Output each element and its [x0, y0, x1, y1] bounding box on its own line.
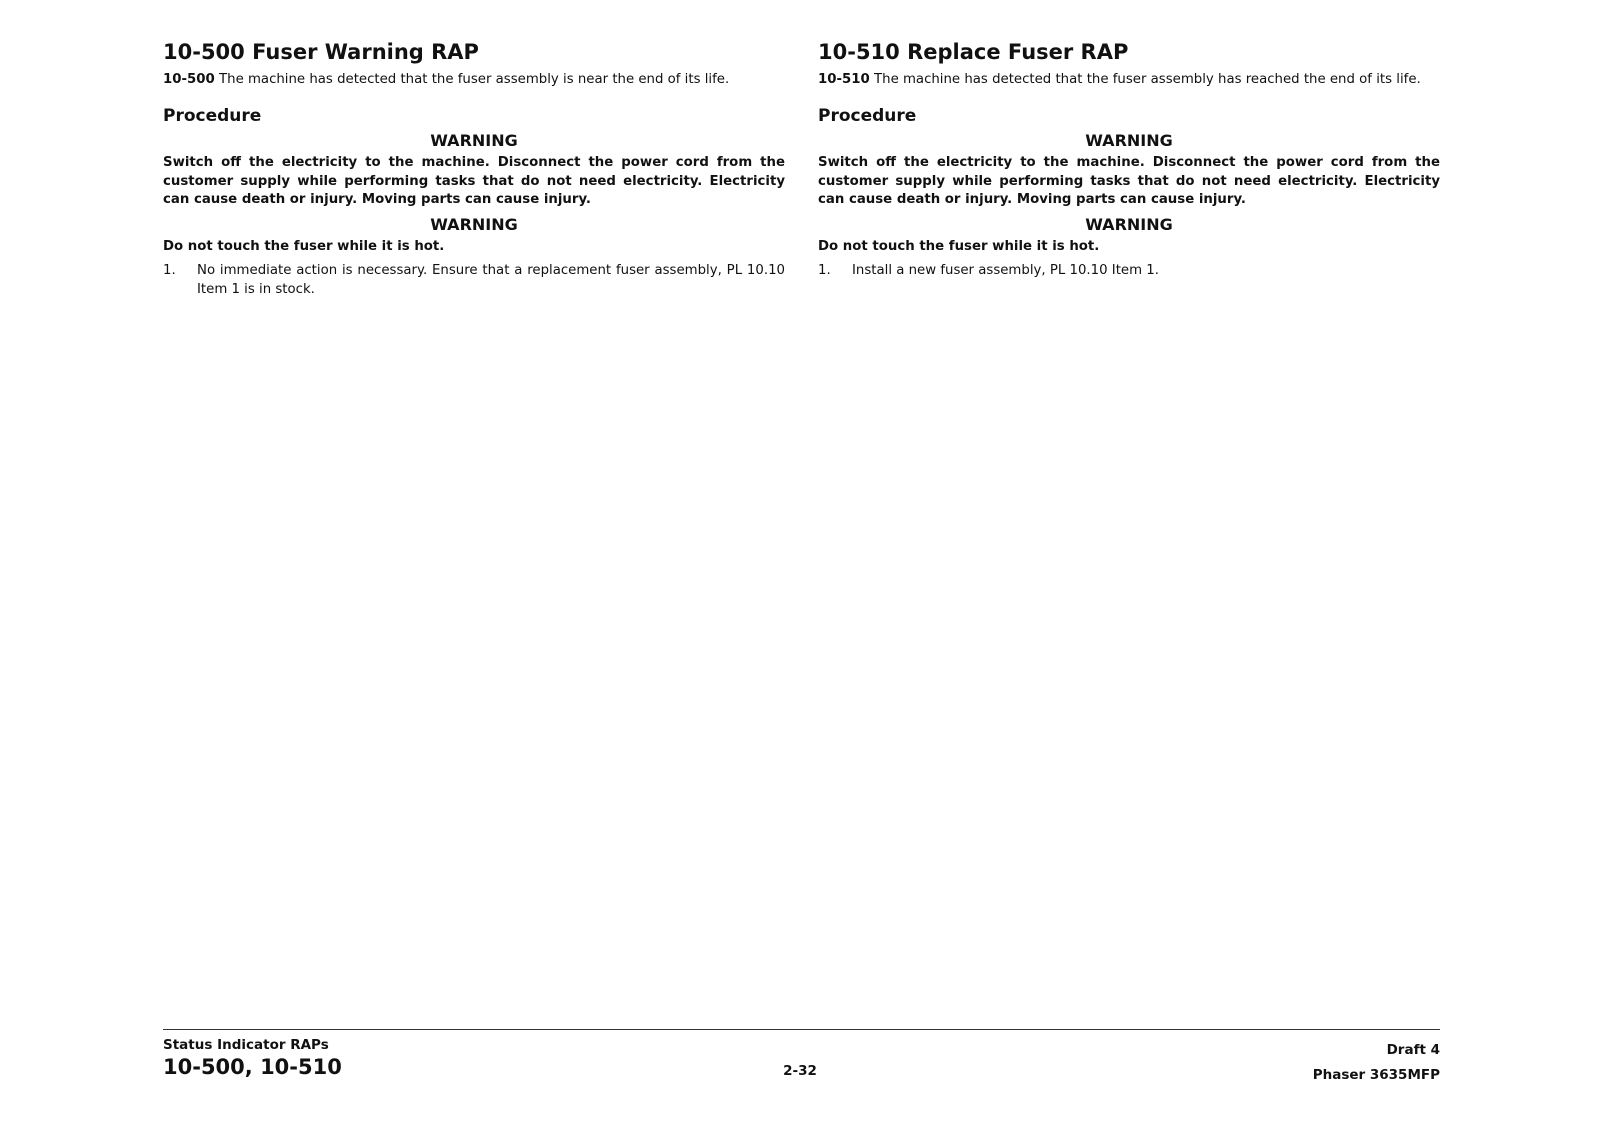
warning-title: WARNING — [430, 131, 518, 150]
step-number: 1. — [818, 263, 831, 278]
procedure-step — [163, 262, 785, 299]
rap-title: 10-500 Fuser Warning RAP — [163, 40, 479, 64]
fault-code: 10-500 — [163, 72, 215, 87]
rap-10-500 — [163, 40, 785, 299]
rap-description — [818, 71, 1440, 88]
description-text: The machine has detected that the fuser assembly has reached the end of its life. — [874, 72, 1421, 87]
warning-title: WARNING — [1085, 131, 1173, 150]
warning-electricity-text: Switch off the electricity to the machine. Disconnect the power cord from the customer supply while performing tasks that do not need electricity. Electricity can cause death or injury. Moving parts can cause injury. — [818, 155, 1440, 207]
warning-title: WARNING — [430, 214, 518, 234]
warning-electricity-text: Switch off the electricity to the machine. Disconnect the power cord from the customer supply while performing tasks that do not need electricity. Electricity can cause death or injury. Moving parts can cause injury. — [163, 155, 785, 207]
fault-code: 10-510 — [818, 72, 870, 87]
footer-right — [1313, 1038, 1440, 1088]
warning-hot-fuser-text: Do not touch the fuser while it is hot. — [163, 238, 445, 254]
footer-section-name: Status Indicator RAPs — [163, 1037, 329, 1053]
footer-left — [163, 1037, 342, 1079]
footer-fault-codes: 10-500, 10-510 — [163, 1055, 342, 1079]
procedure-heading: Procedure — [818, 106, 917, 126]
footer-divider — [163, 1029, 1440, 1030]
step-text: No immediate action is necessary. Ensure that a replacement fuser assembly, PL 10.10 Item 1 is in stock. — [197, 263, 785, 297]
procedure-heading: Procedure — [163, 106, 262, 126]
procedure-step — [818, 262, 1440, 281]
warning-hot-fuser-text: Do not touch the fuser while it is hot. — [818, 238, 1100, 254]
product-name: Phaser 3635MFP — [1312, 1067, 1440, 1083]
rap-title: 10-510 Replace Fuser RAP — [818, 40, 1129, 64]
draft-label: Draft 4 — [1386, 1042, 1440, 1058]
description-text: The machine has detected that the fuser assembly is near the end of its life. — [219, 72, 730, 87]
warning-title: WARNING — [1085, 214, 1173, 234]
rap-description — [163, 71, 785, 88]
step-number: 1. — [163, 263, 176, 278]
step-text: Install a new fuser assembly, PL 10.10 Item 1. — [852, 263, 1159, 278]
page-number: 2-32 — [783, 1063, 817, 1079]
rap-10-510 — [818, 40, 1440, 281]
